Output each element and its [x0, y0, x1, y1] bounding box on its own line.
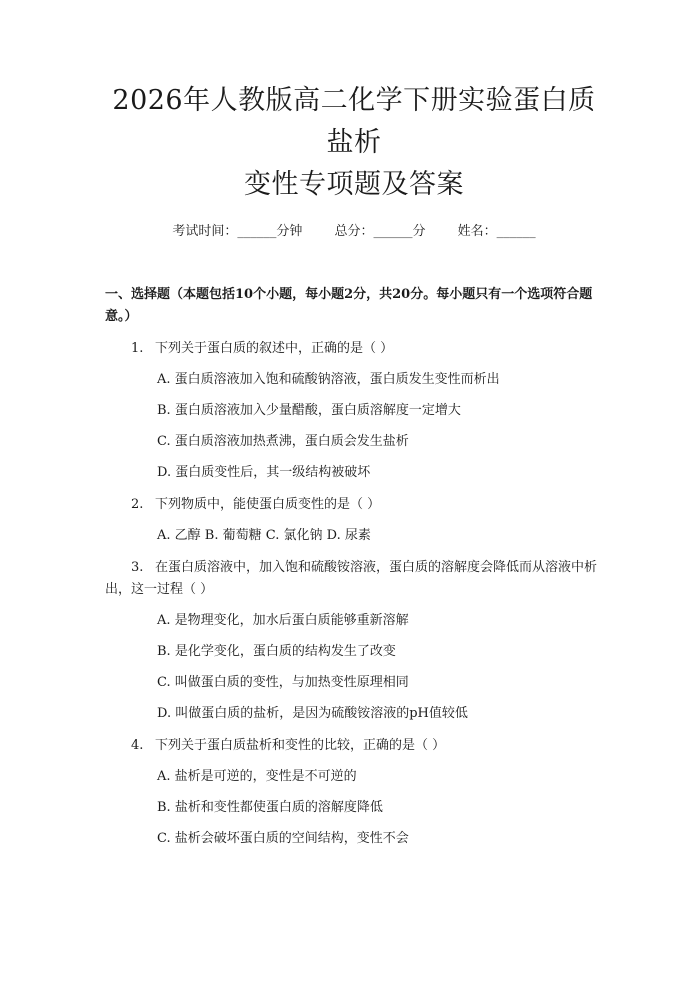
question-number: 2. — [131, 497, 144, 512]
question-number: 3. — [131, 560, 144, 575]
title-line-1: 2026年人教版高二化学下册实验蛋白质盐析 — [112, 85, 596, 158]
question-2 — [105, 494, 603, 516]
exam-meta — [105, 222, 603, 242]
question-text: 在蛋白质溶液中，加入饱和硫酸铵溶液，蛋白质的溶解度会降低而从溶液中析出，这一过程（ ） — [105, 560, 598, 597]
option-4a: A. 盐析是可逆的，变性是不可逆的 — [157, 769, 357, 784]
option-3c: C. 叫做蛋白质的变性，与加热变性原理相同 — [157, 675, 409, 690]
option-3a: A. 是物理变化，加水后蛋白质能够重新溶解 — [157, 613, 409, 628]
option-1d: D. 蛋白质变性后，其一级结构被破坏 — [157, 465, 371, 480]
question-text: 下列关于蛋白质的叙述中，正确的是（ ） — [155, 341, 394, 356]
question-text: 下列关于蛋白质盐析和变性的比较，正确的是（ ） — [155, 738, 446, 753]
question-text: 下列物质中，能使蛋白质变性的是（ ） — [155, 497, 381, 512]
option-3b: B. 是化学变化，蛋白质的结构发生了改变 — [157, 644, 396, 659]
exam-page — [0, 80, 700, 985]
question-1 — [105, 338, 603, 360]
option-1a: A. 蛋白质溶液加入饱和硫酸钠溶液，蛋白质发生变性而析出 — [157, 372, 500, 387]
question-number: 4. — [131, 738, 144, 753]
option-1c: C. 蛋白质溶液加热煮沸，蛋白质会发生盐析 — [157, 434, 409, 449]
option-1b: B. 蛋白质溶液加入少量醋酸，蛋白质溶解度一定增大 — [157, 403, 461, 418]
title-line-2: 变性专项题及答案 — [244, 169, 464, 200]
option-3d: D. 叫做蛋白质的盐析，是因为硫酸铵溶液的pH值较低 — [157, 706, 468, 721]
option-4c: C. 盐析会破坏蛋白质的空间结构，变性不会 — [157, 831, 409, 846]
question-4 — [105, 735, 603, 757]
option-2-all: A. 乙醇 B. 葡萄糖 C. 氯化钠 D. 尿素 — [157, 528, 371, 543]
question-3 — [105, 557, 603, 601]
section-heading: 一、选择题（本题包括10个小题，每小题2分，共20分。每小题只有一个选项符合题意。） — [105, 287, 593, 324]
exam-total-score: 总分：______分 — [334, 224, 426, 239]
option-4b: B. 盐析和变性都使蛋白质的溶解度降低 — [157, 800, 383, 815]
exam-time: 考试时间：______分钟 — [172, 224, 303, 239]
student-name: 姓名：______ — [457, 224, 536, 239]
page-title — [105, 80, 603, 206]
question-number: 1. — [131, 341, 144, 356]
